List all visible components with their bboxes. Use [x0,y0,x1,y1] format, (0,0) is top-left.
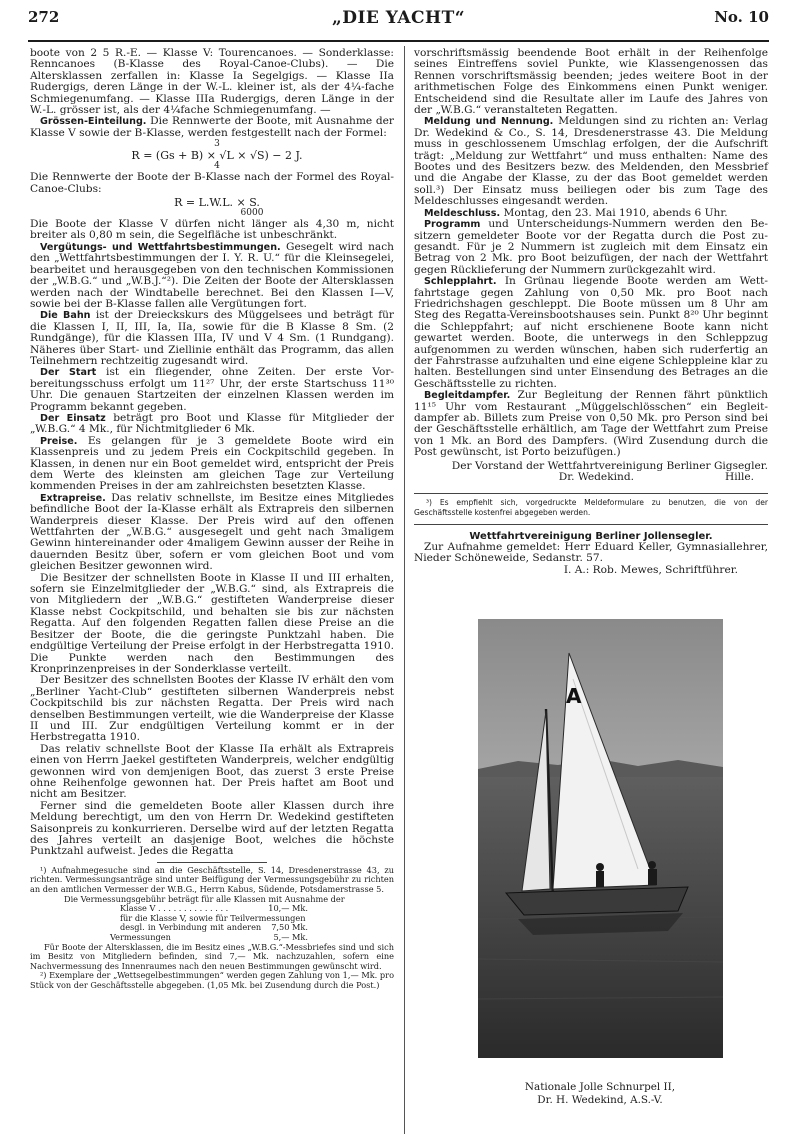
formula-2-numerator: R = L.W.L. × S. [174,196,260,210]
fee-row-2: für die Klasse V, sowie für Teilvermessungen 7,50 Mk. [120,912,308,933]
paragraph-season-prize: Ferner sind die gemeldeten Boote aller Klassen durch ihre Meldung berechtigt, um den von Herrn Dr. Wedekind gestifteten Saisonpreis zu konkurrieren. Derselbe wird auf der letzten Regatta des Jahres verteilt an dasjenige Boot, welches die höchste Punktzahl aufweist. Jedes die Regatta [30,799,394,858]
journal-title: „DIE YACHT“ [331,8,466,28]
paragraph-towing: Schlepplahrt. In Grünau liegende Boote werden am Wettfahrtstage gegen Zahlung von 0,50 Mk. pro Boot nach Friedrichshagen geschleppt. Die Boote müssen um 8 Uhr am Steg des Regatta-Vereinsbootshauses sein. Punkt 8²⁰ Uhr beginnt die Schleppfahrt; auf nicht erschienene Boote kann nicht gewartet werden. Boote, die unterwegs in den Schleppzug aufgenommen zu werden wünschen, haben sich ruderfertig an der Fahrstrasse aufzuhalten und eine eigene Schleppleine klar zu halten. Bestellungen sind unter Einsendung des Betrages an die Geschäftsstelle zu richten. [414,275,768,390]
signature-name-2: Hille. [724,471,754,484]
photo-caption [430,1081,770,1107]
heading-towing: Schlepplahrt. [424,276,497,288]
sailboat-photo-illustration [478,619,723,1058]
crew-member-1 [596,871,604,887]
heading-registration: Meldung und Nennung. [424,116,554,128]
heading-deadline: Meldeschluss. [424,207,501,219]
caption-line-2: Dr. H. Wedekind, A.S.-V. [537,1094,663,1106]
paragraph-program: Programm und Unterscheidungs-Nummern werden den Besitzern gemeldeter Boote vor der Regatta durch die Post zugesandt. Für je 2 Nummern ist zugleich mit dem Einsatz ein Betrag von 2 Mk. pro Boot beizufügen, der nach der Wettfahrt gegen Rücklieferung der Nummern zurückgezahlt wird. [414,218,768,276]
crew-member-2 [648,869,657,885]
column-divider [404,46,405,1134]
signature-names [414,472,768,483]
signature-name-1: Dr. Wedekind. [558,471,634,484]
formula-2-denominator: 6000 [240,208,264,219]
heading-escort-steamer: Begleitdampfer. [424,390,511,402]
paragraph-deadline: Meldeschluss. Montag, den 23. Mai 1910, abends 6 Uhr. [424,206,728,219]
notice-signature: I. A.: Rob. Mewes, Schriftführer. [563,563,738,576]
paragraph-rules: Vergütungs- und Wettfahrtsbestimmungen. Gesegelt wird nach den „Wettfahrtsbestimmungen der I. Y. R. U.“ für die Kleinsegelei, bearbeitet und herausgegeben von den technischen Kommissionen der „W.B.G.“ und „W.B.J.“²). Die Zeiten der Boote der Altersklassen werden nach der Windtabelle berechnet. Bei den Klassen I—V, sowie bei der B-Klasse fallen alle Vergütungen fort. [30,240,395,310]
heading-program: Programm [424,219,481,231]
formula-1-top: 3 [214,139,220,150]
heading-course: Die Bahn [40,310,91,322]
paragraph-class-v: Die Boote der Klasse V dürfen nicht länger als 4,30 m, nicht breiter als 0,80 m sein, die Segelfläche ist unbeschränkt. [30,218,394,242]
footnote-3: ³) Es empfiehlt sich, vorgedruckte Meldeformulare zu benutzen, die von der Geschäftsstelle kostenfrei abgegeben werden. [414,498,768,518]
paragraph-extra-prizes: Extrapreise. Das relativ schnellste, im Besitze eines Mitgliedes befindliche Boot der Ia-Klasse erhält als Extrapreis den silbernen Wanderpreis dieser Klasse. Der Preis wird auf den offenen Wettfahrten der „W.B.G.“ ausgesegelt und geht nach 3maligem Gewinn hintereinander oder 4maligem Gewinn ausser der Reihe in dauernden Besitz über, sofern er vom gleichen Boot und vom gleichen Besitzer gewonnen wird. [30,491,394,573]
heading-rules: Vergütungs- und Wettfahrtsbestimmungen. [40,241,281,253]
paragraph-size-classes: Grössen-Einteilung. Die Rennwerte der Boote, mit Ausnahme der Klasse V sowie der B-Klasse, werden festgestellt nach der Formel: [30,115,394,139]
footnote-1: ¹) Aufnahmegesuche sind an die Geschäftsstelle, S. 14, Dresdenerstrasse 43, zu richten. Vermessungsanträge sind unter Beifügung der Vermessungsgebühr zu richten an den amtlichen Vermesser der W.B.G., Herrn Kabus, Südende, Potsdamerstrasse 5. [30,864,394,894]
paragraph-prizes: Preise. Es gelangen für je 3 gemeldete Boote wird ein Klassenpreis und zu jedem Preis ein Cockpitschild gegeben. In Klassen, in denen nur ein Boot gemeldet wird, entspricht der Preis dem Werte des kleinsten am gleichen Tage zur Verteilung kommenden Preises in der am zahlreichsten besetzten Klasse. [30,434,394,493]
footnote-2: ²) Exemplare der „Wettsegelbestimmungen“ werden gegen Zahlung von 1,— Mk. pro Stück von der Geschäftsstelle abgegeben. (1,05 Mk. bei Zusendung durch die Post.) [30,970,394,990]
paragraph-escort-steamer: Begleitdampfer. Zur Begleitung der Rennen fährt pünktlich 11¹⁵ Uhr vom Restaurant „Müggelschlösschen“ ein Begleitdampfer ab. Billets zum Preise von 0,50 Mk. pro Person sind bei der Geschäftsstelle erhältlich, am Tage der Wettfahrt zum Preise von 1 Mk. an Bord des Dampfers. (Wird Zusendung durch die Post gewünscht, ist Porto beizufügen.) [414,389,768,459]
issue-number: No. 10 [714,8,769,26]
paragraph-start: Der Start ist ein fliegender, ohne Zeiten. Der erste Vorbereitungsschuss erfolgt um 11²⁷ Uhr, der erste Startschuss 11³⁰ Uhr. Die genauen Startzeiten der einzelnen Klassen werden im Programm bekannt gegeben. [30,366,394,413]
fee-row-3: desgl. in Verbindung mit anderen Vermessungen 5,— Mk. [110,922,308,942]
paragraph-course: Die Bahn ist der Dreieckskurs des Müggelsees und beträgt für die Klassen I, II, III, Ia, IIa, sowie für die B Klasse 8 Sm. (2 Rundgänge), für die Klassen IIIa, IV und V 4 Sm. (1 Rundgang). Näheres über Start- und Ziellinie enthält das Programm, das allen Teilnehmern rechtzeitig zugesandt wird. [30,309,395,367]
fee-row-1: Klasse V . . . . . . . . . . . . . . 10,— Mk. [120,903,308,914]
paragraph-class-iv: Der Besitzer des schnellsten Bootes der Klasse IV erhält den vom „Berliner Yacht-Club“ gestifteten silbernen Wanderpreis nebst Cockpitschild bis zur nächsten Regatta. Der Preis wird nach denselben Bestimmungen verteilt, wie die Wanderpreise der Klasse II und III. Zur endgültigen Verteilung kommt er in der Herbstregatta 1910. [30,674,394,744]
header-rule [28,40,769,42]
paragraph-class-ii-iii: Die Besitzer der schnellsten Boote in Klasse II und III erhalten, sofern sie Einzelmitglieder der „W.B.G.“ sind, als Extrapreis die von Mitgliedern der „W.B.G.“ gestifteten Wanderpreise dieser Klasse nebst Cockpitschild, und behalten sie bis zur nächsten Regatta. Auf den folgenden Regatten fallen diese Preise an die Besitzer der Boote, die die geringste Punktzahl haben. Die endgültige Verteilung der Preise erfolgt in der Herbstregatta 1910. Die Punkte werden nach den Bestimmungen des Kronprinzenpreises in der Sonderklasse verteilt. [30,571,394,675]
notice-body: Zur Aufnahme gemeldet: Herr Eduard Keller, Gymnasiallehrer, Nieder Schöneweide, Sedanstr. 57. [414,541,768,565]
section-rule-2 [414,524,768,525]
page-header [28,8,769,32]
heading-prizes: Preise. [40,435,78,447]
left-column [30,48,394,991]
footnote-1-continued: Für Boote der Altersklassen, die im Besitz eines „W.B.G.“-Messbriefes sind und sich im Besitz von Mitgliedern befinden, sind 7,— Mk. nachzuzahlen, sofern eine Nachvermessung des Innenraumes nach den neuen Bestimmungen gewünscht wird. [30,941,394,971]
paragraph-class-iia: Das relativ schnellste Boot der Klasse IIa erhält als Extrapreis einen von Herrn Jaekel gestifteten Wanderpreis, welcher endgültig gewonnen wird von demjenigen Boot, das zuerst 3 erste Preise ohne Reihenfolge gewonnen hat. Der Preis haftet am Boot und nicht am Besitzer. [30,742,394,801]
heading-size-classes: Grössen-Einteilung. [40,116,147,128]
paragraph-b-class: Die Rennwerte der Boote der B-Klasse nach der Formel des Royal-Canoe-Clubs: [30,171,394,195]
section-rule-1 [414,493,768,494]
heading-start: Der Start [40,367,97,379]
formula-1-bottom: 4 [214,161,220,172]
right-column [414,48,768,576]
paragraph-classes: boote von 2 5 R.-E. — Klasse V: Tourencanoes. — Sonderklasse: Renncanoes (B-Klasse des Royal-Canoe-Clubs). — Die Altersklassen zerfallen in: Klasse Ia Segelgigs. — Klasse IIa Rudergigs, deren Länge in der W.-L. kleiner ist, als der 4¼-fache Schmiegenumfang. — Klasse IIIa Rudergigs, deren Länge in der W.-L. grösser ist, als der 4¼fache Schmiegenumfang. — [30,47,394,117]
heading-entry-fee: Der Einsatz [40,412,106,424]
page-number: 272 [28,8,60,26]
formula-1: R = (Gs + B) × √L × √S) − 2 J. [131,149,303,163]
sail-letter: A [566,684,582,708]
notice-title: Wettfahrtvereinigung Berliner Jollensegler. [469,530,713,542]
footnote-rule [157,862,267,863]
paragraph-points: vorschriftsmässig beendende Boot erhält in der Reihenfolge seines Eintreffens soviel Punkte, wie Klassengenossen das Rennen vorschriftsmässig beenden; jedes weitere Boot in der arithmetischen Folge des Einkommens einen Punkt weniger. Entscheidend sind die Resultate aller im Laufe des Jahres von der „W.B.G.“ veranstalteten Regatten. [414,47,768,117]
sailboat-photo [478,619,723,1058]
paragraph-registration: Meldung und Nennung. Meldungen sind zu richten an: Verlag Dr. Wedekind & Co., S. 14, Dresdenerstrasse 43. Die Meldung muss in geschlossenem Umschlag erfolgen, der die Aufschrift trägt: „Meldung zur Wettfahrt“ und muss enthalten: Name des Bootes und des Besitzers bezw. des Meldenden, den Messbrief und die Angabe der Klasse, zu der das Boot gemeldet werden soll.³) Der Einsatz muss beiliegen oder bis zum Tage des Meldeschlusses eingesandt werden. [414,115,769,208]
signature-board: Der Vorstand der Wettfahrtvereinigung Berliner Gigsegler. [451,459,768,472]
fee-intro: Die Vermessungsgebühr beträgt für alle Klassen mit Ausnahme der [64,893,345,904]
paragraph-entry-fee: Der Einsatz beträgt pro Boot und Klasse für Mitglieder der „W.B.G.“ 4 Mk., für Nichtmitglieder 6 Mk. [30,411,394,436]
heading-extra-prizes: Extrapreise. [40,492,106,504]
caption-line-1: Nationale Jolle Schnurpel II, [524,1081,676,1093]
